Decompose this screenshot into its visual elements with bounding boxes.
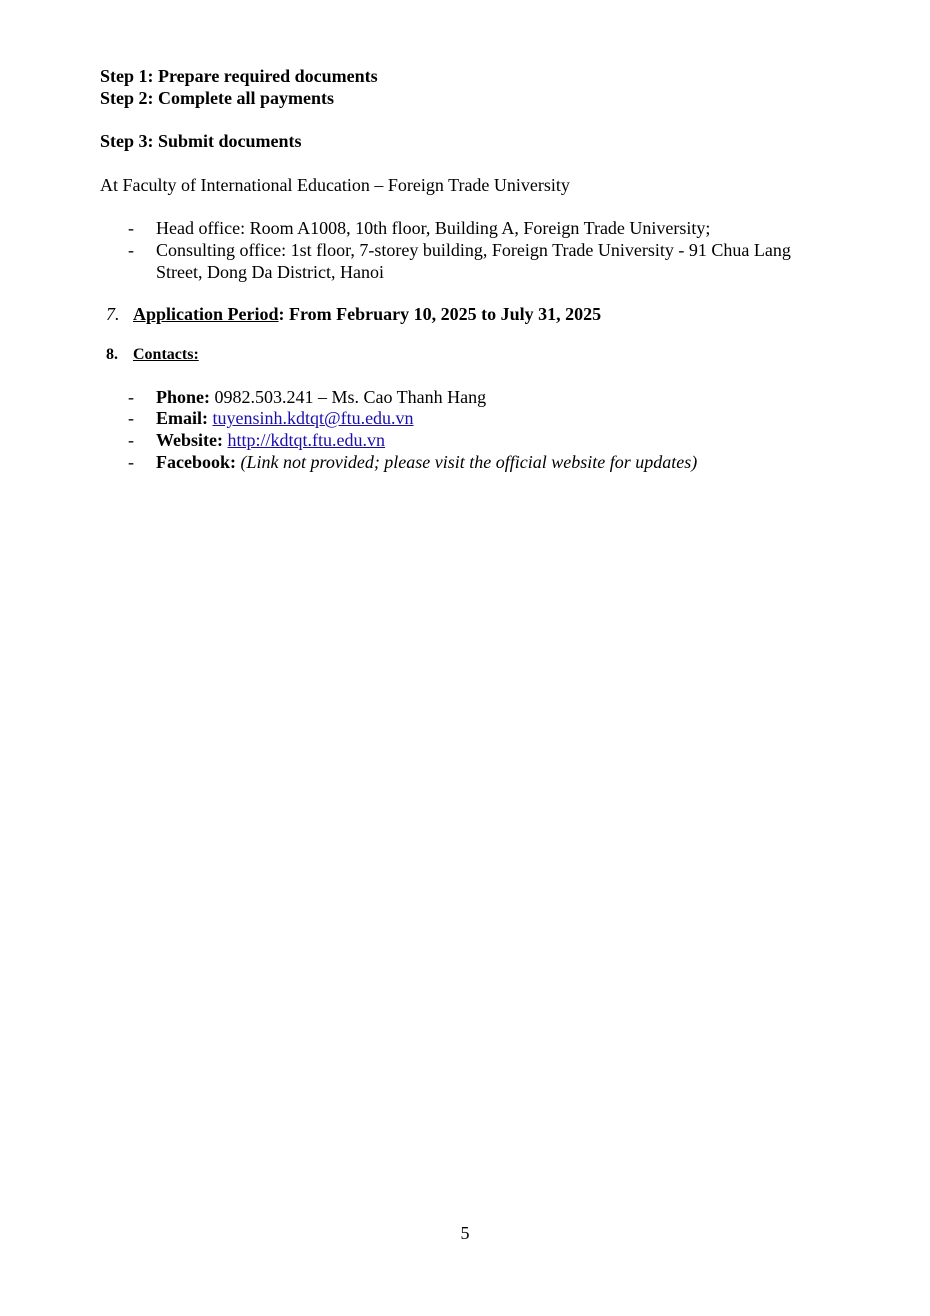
bullet-dash: -	[128, 430, 134, 450]
contacts-heading: Contacts:	[133, 346, 199, 363]
facebook-line	[156, 451, 697, 473]
email-link[interactable]: tuyensinh.kdtqt@ftu.edu.vn	[212, 408, 414, 428]
phone-line	[156, 386, 486, 408]
bullet-dash: -	[128, 387, 134, 407]
head-office-text: Head office: Room A1008, 10th floor, Building A, Foreign Trade University;	[156, 218, 711, 238]
email-line	[156, 407, 414, 429]
bullet-dash: -	[128, 452, 134, 472]
page-number: 5	[460, 1223, 470, 1243]
website-line	[156, 429, 385, 451]
bullet-dash: -	[128, 240, 134, 260]
facebook-label: Facebook:	[156, 452, 236, 472]
section-8-number: 8.	[106, 346, 118, 363]
application-period-line	[133, 303, 601, 325]
email-label: Email:	[156, 408, 208, 428]
section-7-number: 7.	[106, 304, 120, 324]
consulting-office-text-line1: Consulting office: 1st floor, 7-storey building, Foreign Trade University - 91 Chua Lang	[156, 240, 791, 260]
facebook-value: (Link not provided; please visit the official website for updates)	[240, 452, 698, 472]
step-1-heading: Step 1: Prepare required documents	[100, 66, 378, 86]
bullet-dash: -	[128, 408, 134, 428]
phone-label: Phone:	[156, 387, 210, 407]
location-intro: At Faculty of International Education – Foreign Trade University	[100, 175, 570, 195]
step-2-heading: Step 2: Complete all payments	[100, 88, 334, 108]
bullet-dash: -	[128, 218, 134, 238]
application-period-heading: Application Period	[133, 304, 279, 324]
application-period-dates: : From February 10, 2025 to July 31, 2025	[278, 304, 602, 324]
step-3-heading: Step 3: Submit documents	[100, 131, 302, 151]
website-label: Website:	[156, 430, 223, 450]
consulting-office-text-line2: Street, Dong Da District, Hanoi	[156, 262, 384, 282]
phone-value: 0982.503.241 – Ms. Cao Thanh Hang	[210, 387, 487, 407]
website-link[interactable]: http://kdtqt.ftu.edu.vn	[227, 430, 385, 450]
